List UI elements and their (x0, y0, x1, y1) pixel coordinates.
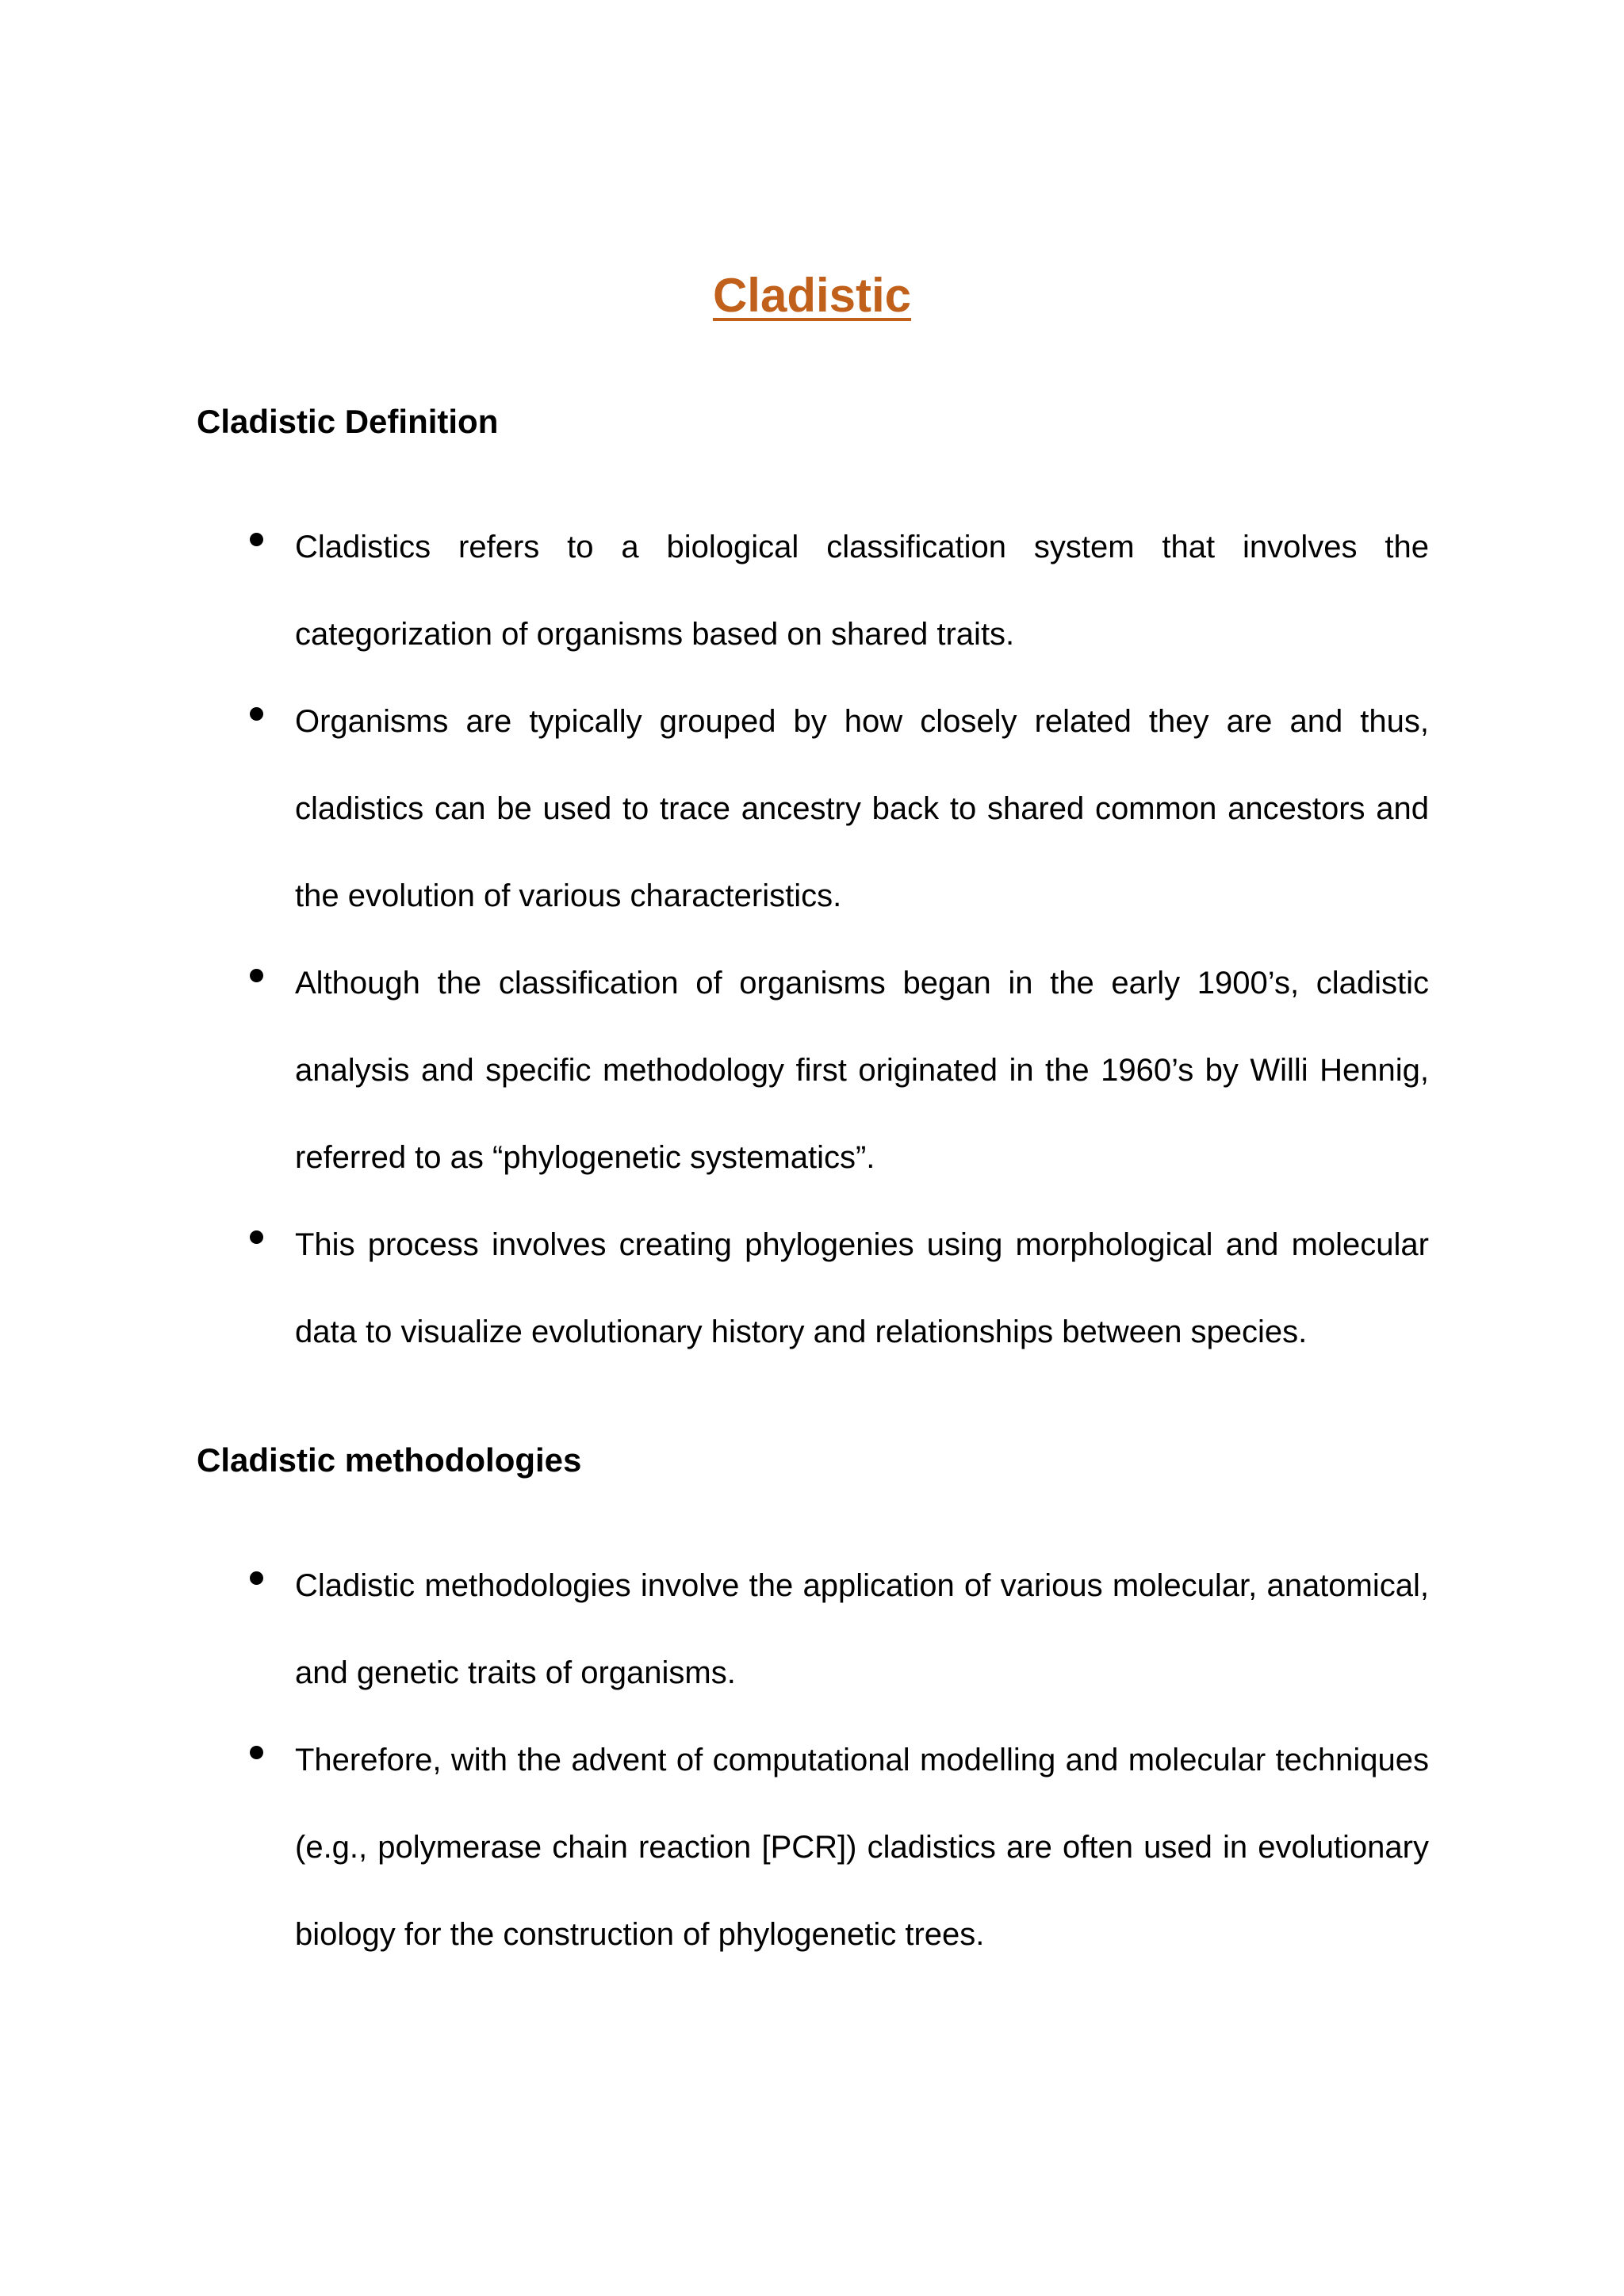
list-item (0, 503, 1624, 678)
definition-bullet-list (0, 503, 1624, 1376)
bullet-icon (250, 1571, 263, 1585)
list-item (0, 1201, 1624, 1376)
section-heading-methodologies: Cladistic methodologies (197, 1441, 582, 1479)
bullet-icon (250, 1746, 263, 1759)
bullet-text: Organisms are typically grouped by how closely related they are and thus, cladistics can be used to trace ancestry back to shared common ancestors and the evolution of various characteristics. (295, 704, 1429, 913)
bullet-text: Although the classification of organisms began in the early 1900’s, cladistic analysis and specific methodology first originated in the 1960’s by Willi Hennig, referred to as “phylogenetic systematics”. (295, 966, 1429, 1175)
bullet-icon (250, 533, 263, 546)
bullet-text: Cladistic methodologies involve the application of various molecular, anatomical, and genetic traits of organisms. (295, 1568, 1429, 1690)
bullet-icon (250, 707, 263, 721)
list-item (0, 678, 1624, 939)
bullet-icon (250, 1230, 263, 1244)
page-title: Cladistic (712, 269, 912, 323)
bullet-icon (250, 969, 263, 982)
list-item (0, 1716, 1624, 1978)
bullet-text: Cladistics refers to a biological classification system that involves the categorization of organisms based on shared traits. (295, 530, 1429, 652)
methodologies-bullet-list (0, 1542, 1624, 1978)
bullet-text: Therefore, with the advent of computational modelling and molecular techniques (e.g., polymerase chain reaction [PCR]) cladistics are often used in evolutionary biology for the construction of phylogenetic trees. (295, 1743, 1429, 1952)
bullet-text: This process involves creating phylogenies using morphological and molecular data to visualize evolutionary history and relationships between species. (295, 1227, 1429, 1349)
section-heading-definition: Cladistic Definition (197, 403, 499, 440)
list-item (0, 939, 1624, 1201)
list-item (0, 1542, 1624, 1716)
